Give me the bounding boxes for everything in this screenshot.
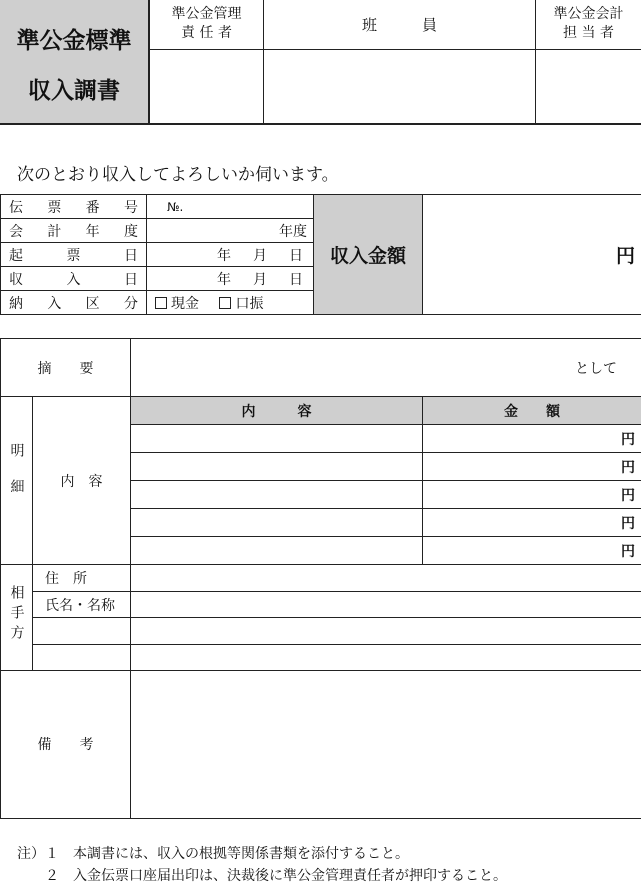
cash-checkbox[interactable] — [155, 296, 199, 312]
address-label-cell — [33, 565, 131, 592]
slip-table — [0, 194, 641, 315]
issue-date-suffix: 年 月 日 — [217, 248, 307, 264]
accountant-line2: 担 当 者 — [536, 24, 641, 43]
summary-suffix: として — [575, 361, 617, 377]
slip-number-prefix: №. — [167, 200, 183, 214]
counterparty-extra-label-cell — [33, 644, 131, 670]
slip-label-payment-type: 納 入 区 分 — [1, 291, 147, 315]
detail-amount-field[interactable] — [423, 481, 641, 509]
accountant-header — [536, 0, 641, 50]
intro-text: 次のとおり収入してよろしいか伺います。 — [17, 160, 339, 185]
form-title-line1: 準公金標準 — [0, 22, 148, 55]
remarks-field[interactable] — [131, 670, 641, 818]
form-title-line2: 収入調書 — [0, 72, 148, 105]
content-column-label: 内 容 — [242, 404, 312, 420]
slip-label-fiscal-year: 会 計 年 度 — [1, 219, 147, 243]
counterparty-extra-label-cell — [33, 618, 131, 644]
accountant-stamp-area[interactable] — [536, 50, 641, 123]
detail-content-field[interactable] — [131, 425, 423, 453]
remarks-label-cell — [1, 670, 131, 818]
receipt-date-suffix: 年 月 日 — [217, 272, 307, 288]
issue-date-field[interactable] — [147, 243, 314, 267]
member-label: 班 員 — [362, 16, 437, 34]
amount-column-label: 金 額 — [504, 404, 560, 420]
responsible-header — [150, 0, 263, 50]
payment-type-field — [147, 291, 314, 315]
naiyou-label: 内 容 — [61, 474, 103, 490]
yen-unit: 円 — [621, 432, 635, 448]
approval-header — [0, 0, 641, 125]
details-table — [0, 338, 641, 819]
cash-label: 現金 — [171, 296, 199, 312]
summary-label-cell — [1, 339, 131, 397]
responsible-cell — [150, 0, 264, 123]
name-label: 氏名・名称 — [45, 598, 115, 614]
amount-field[interactable] — [423, 195, 641, 315]
detail-amount-field[interactable] — [423, 425, 641, 453]
meisai-label-cell — [1, 397, 33, 565]
fiscal-year-suffix: 年度 — [279, 224, 307, 240]
yen-unit: 円 — [621, 460, 635, 476]
slip-label-receipt-date: 収 入 日 — [1, 267, 147, 291]
accountant-cell — [536, 0, 641, 123]
detail-amount-field[interactable] — [423, 453, 641, 481]
amount-column-header — [423, 397, 641, 425]
transfer-label: 口振 — [235, 296, 263, 312]
detail-content-field[interactable] — [131, 537, 423, 565]
footnote-2: ２ 入金伝票口座届出印は、決裁後に準公金管理責任者が押印すること。 — [17, 865, 507, 887]
counterparty-label-cell — [1, 565, 33, 670]
amount-label: 収入金額 — [330, 245, 406, 267]
counterparty-extra-field[interactable] — [131, 618, 641, 644]
fiscal-year-field[interactable] — [147, 219, 314, 243]
name-field[interactable] — [131, 592, 641, 618]
slip-label-issue-date: 起 票 日 — [1, 243, 147, 267]
yen-unit: 円 — [621, 544, 635, 560]
receipt-date-field[interactable] — [147, 267, 314, 291]
responsible-line2: 責 任 者 — [150, 24, 263, 43]
yen-unit: 円 — [621, 488, 635, 504]
footnote-1: 注）１ 本調書には、収入の根拠等関係書類を添付すること。 — [17, 843, 507, 865]
responsible-line1: 準公金管理 — [150, 5, 263, 24]
detail-amount-field[interactable] — [423, 509, 641, 537]
name-label-cell — [33, 592, 131, 618]
address-label: 住 所 — [45, 571, 87, 587]
amount-unit: 円 — [616, 245, 635, 267]
checkbox-icon — [219, 297, 231, 309]
amount-label-cell — [314, 195, 423, 315]
slip-label-number: 伝 票 番 号 — [1, 195, 147, 219]
detail-content-field[interactable] — [131, 481, 423, 509]
member-stamp-area[interactable] — [264, 50, 535, 123]
content-column-header — [131, 397, 423, 425]
detail-amount-field[interactable] — [423, 537, 641, 565]
slip-number-field[interactable] — [147, 195, 314, 219]
summary-label: 摘 要 — [38, 361, 94, 377]
detail-content-field[interactable] — [131, 509, 423, 537]
checkbox-icon — [155, 297, 167, 309]
yen-unit: 円 — [621, 516, 635, 532]
naiyou-label-cell — [33, 397, 131, 565]
member-cell — [264, 0, 536, 123]
accountant-line1: 準公金会計 — [536, 5, 641, 24]
form-title-box — [0, 0, 150, 123]
member-header — [264, 0, 535, 50]
transfer-checkbox[interactable] — [219, 296, 263, 312]
address-field[interactable] — [131, 565, 641, 592]
remarks-label: 備 考 — [38, 737, 94, 753]
counterparty-label: 相手方 — [7, 585, 27, 645]
responsible-stamp-area[interactable] — [150, 50, 263, 123]
meisai-label: 明細 — [7, 443, 27, 515]
footnotes — [17, 843, 507, 887]
summary-field[interactable] — [131, 339, 641, 397]
detail-content-field[interactable] — [131, 453, 423, 481]
counterparty-extra-field[interactable] — [131, 644, 641, 670]
